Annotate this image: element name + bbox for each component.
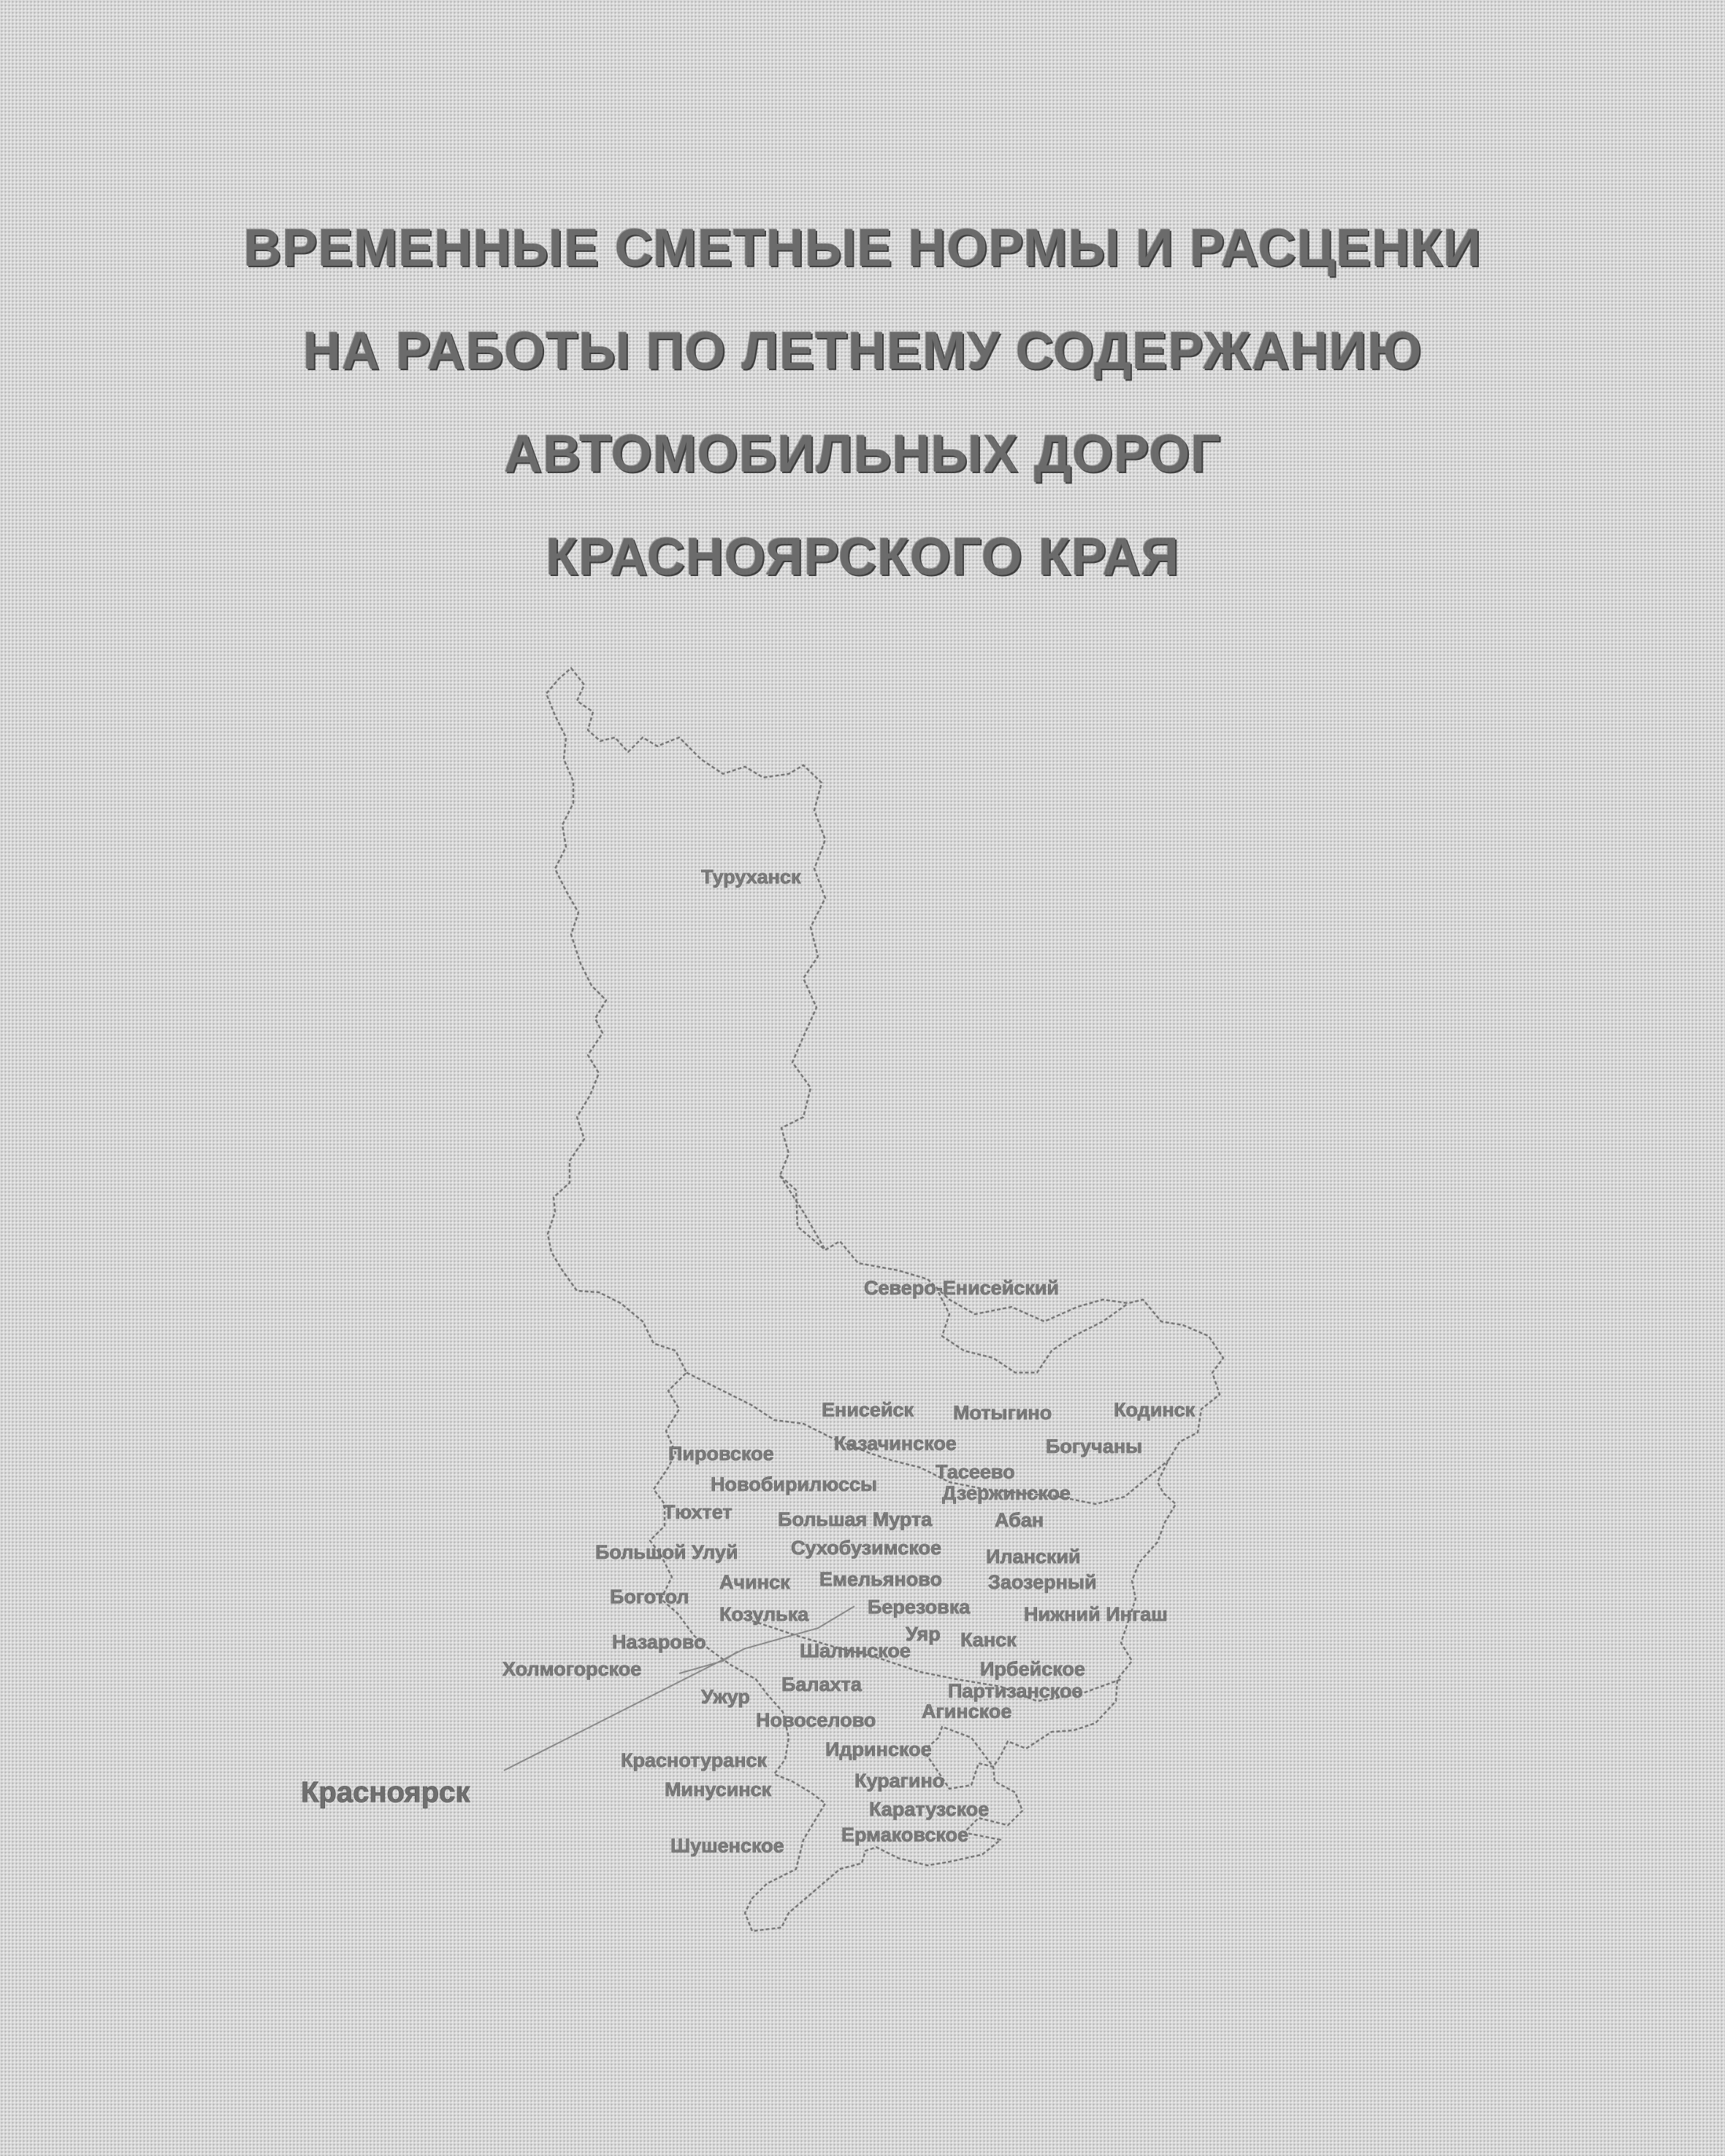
district-boundary-north — [780, 1175, 825, 1250]
place-motygino: Мотыгино — [953, 1402, 1052, 1424]
place-severo-eniseisky: Северо-Енисейский — [864, 1277, 1060, 1299]
kholmogorskoe-leader-line — [679, 1651, 738, 1673]
place-karatuzskoe: Каратузское — [869, 1798, 990, 1820]
place-tyukhtet: Тюхтет — [663, 1501, 733, 1523]
place-balakhta: Балахта — [781, 1673, 862, 1695]
place-kansk: Канск — [960, 1629, 1017, 1651]
place-kodinsk: Кодинск — [1114, 1399, 1196, 1421]
place-kazachinskoe: Казачинское — [834, 1432, 957, 1454]
place-turukhansk: Туруханск — [701, 866, 801, 888]
place-sukhobuzimskoe: Сухобузимское — [791, 1537, 941, 1559]
title-line-1: ВРЕМЕННЫЕ СМЕТНЫЕ НОРМЫ И РАСЦЕНКИ — [243, 219, 1482, 277]
place-bolshoy-uluy: Большой Улуй — [595, 1541, 738, 1563]
place-krasnoturansk: Краснотуранск — [621, 1749, 768, 1771]
title-line-4: КРАСНОЯРСКОГО КРАЯ — [545, 528, 1180, 586]
place-nazarovo: Назарово — [612, 1631, 706, 1653]
place-kholmogorskoe: Холмогорское — [502, 1658, 642, 1680]
place-uyar: Уяр — [906, 1623, 941, 1645]
district-boundary-northeast — [938, 1292, 1128, 1373]
place-novoselovo: Новоселово — [756, 1709, 876, 1731]
place-minusinsk: Минусинск — [665, 1779, 772, 1800]
place-kozulka: Козулька — [719, 1603, 809, 1625]
place-ilansky: Иланский — [986, 1546, 1081, 1568]
place-aban: Абан — [995, 1509, 1044, 1531]
place-irbeyskoe: Ирбейское — [980, 1658, 1085, 1680]
place-achinsk: Ачинск — [719, 1571, 790, 1593]
place-shalinskoe: Шалинское — [800, 1640, 911, 1662]
place-boguchany: Богучаны — [1046, 1435, 1143, 1457]
place-pirovskoe: Пировское — [668, 1443, 774, 1465]
place-taseevo: Тасеево — [936, 1461, 1015, 1483]
place-idrinskoe: Идринское — [825, 1738, 932, 1760]
place-zaozerny: Заозерный — [988, 1571, 1097, 1593]
place-emelyanovo: Емельяново — [819, 1568, 943, 1590]
place-novobiryusy: Новобирилюссы — [711, 1473, 878, 1495]
place-eniseisk: Енисейск — [822, 1399, 914, 1421]
title-line-3: АВТОМОБИЛЬНЫХ ДОРОГ — [504, 425, 1221, 483]
place-dzerzhinskoe: Дзержинское — [942, 1482, 1071, 1504]
place-aginskoe: Агинское — [922, 1700, 1012, 1722]
place-nizhny-ingash: Нижний Ингаш — [1024, 1603, 1168, 1625]
title-line-2: НА РАБОТЫ ПО ЛЕТНЕМУ СОДЕРЖАНИЮ — [302, 322, 1423, 380]
place-ermakovskoe: Ермаковское — [841, 1824, 969, 1846]
place-shushenskoe: Шушенское — [670, 1835, 784, 1857]
place-partizanskoe: Партизанское — [948, 1680, 1083, 1702]
place-bogotol: Боготол — [610, 1586, 689, 1608]
capital-krasnoyarsk: Красноярск — [301, 1776, 470, 1808]
place-uzhur: Ужур — [701, 1686, 750, 1708]
place-berezovka: Березовка — [868, 1596, 971, 1618]
place-bolshaya-murta: Большая Мурта — [778, 1508, 933, 1530]
place-kuragino: Курагино — [854, 1770, 945, 1792]
